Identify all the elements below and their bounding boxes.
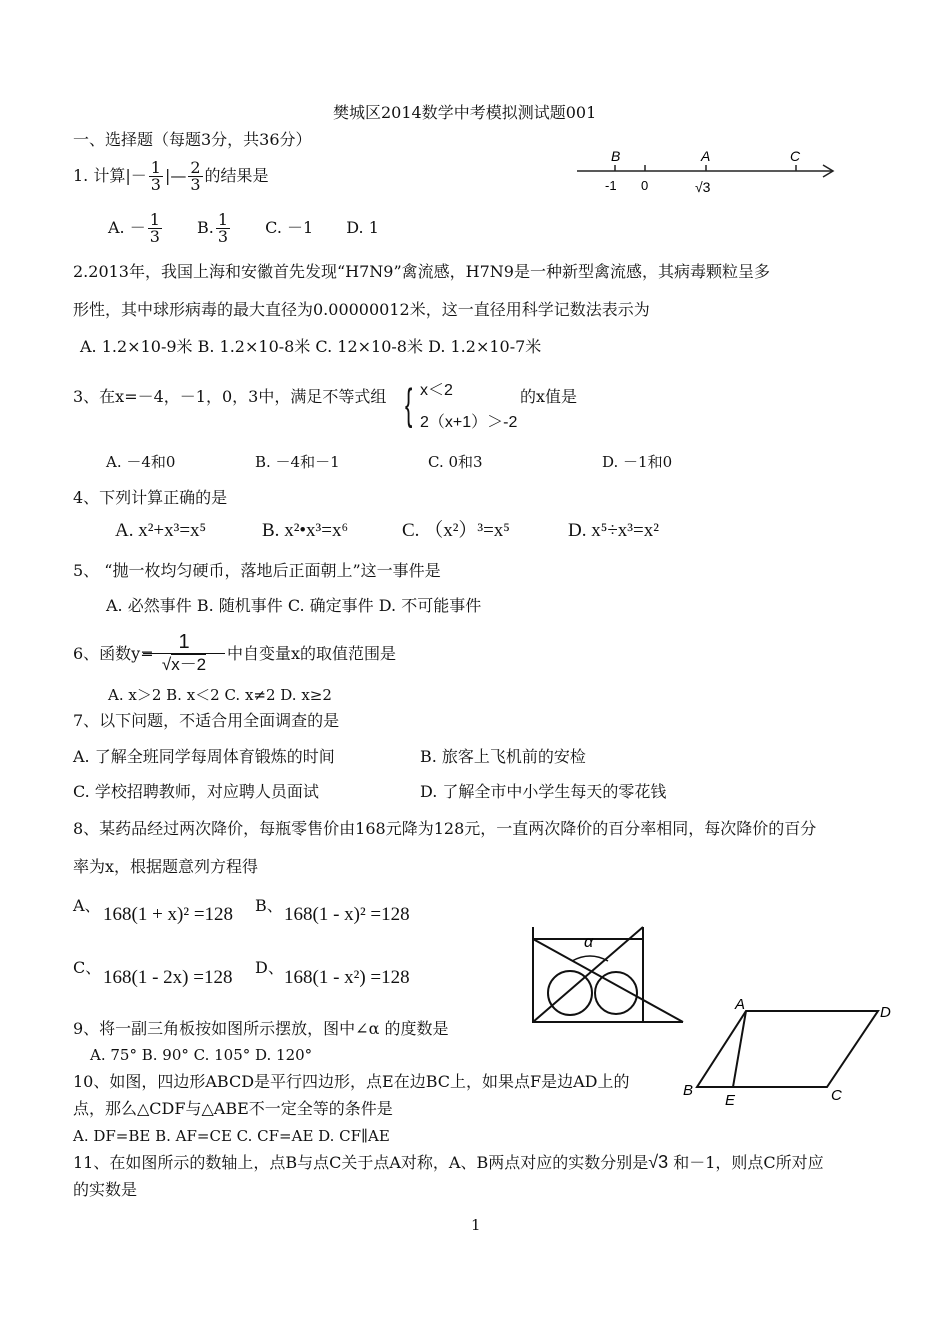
q8-label-a: A、 (73, 896, 101, 915)
numberline-label-b: B (611, 148, 621, 164)
q8-label-b: B、 (255, 896, 283, 915)
q8-equation-a: 168(1 + x)² =128 (103, 904, 234, 925)
q8-line-1: 8、某药品经过两次降价，每瓶零售价由168元降为128元，一直两次降价的百分率相同，每次降价的百分 (73, 819, 817, 838)
q11-line-2: 的实数是 (73, 1180, 138, 1199)
q8-line-2: 率为x，根据题意列方程得 (73, 857, 259, 876)
page-title: 樊城区2014数学中考模拟测试题001 (333, 103, 597, 122)
q4-expr-c: （x²）³=x⁵ (424, 520, 510, 541)
q7-option-d: D. 了解全市中小学生每天的零花钱 (420, 782, 667, 801)
q6-text (73, 644, 154, 664)
q2-options: A. 1.2×10-9米 B. 1.2×10-8米 C. 12×10-8米 D. 1.2×10-7米 (80, 337, 542, 356)
q2-line-1: 2.2013年，我国上海和安徽首先发现“H7N9”禽流感，H7N9是一种新型禽流感，其病毒颗粒呈多 (73, 262, 770, 281)
q6-fraction (143, 631, 225, 676)
q3-inequality-2: 2（x+1）＞-2 (420, 414, 518, 431)
page-number: 1 (471, 1216, 481, 1234)
q1-option-d: D. 1 (346, 218, 379, 237)
q9-text: 9、将一副三角板按如图所示摆放，图中∠α 的度数是 (73, 1019, 449, 1038)
q10-options: A. DF=BE B. AF=CE C. CF=AE D. CF∥AE (73, 1127, 390, 1145)
q1-option-a-fraction: $\frac{1}{3}$ (149, 210, 160, 246)
q7-option-c: C. 学校招聘教师，对应聘人员面试 (73, 782, 319, 801)
q8-equation-c: 168(1 - 2x) =128 (103, 967, 233, 988)
q5-text: 5、 “抛一枚均匀硬币，落地后正面朝上”这一事件是 (73, 561, 441, 580)
q1-option-b-fraction: $\frac{1}{3}$ (217, 210, 229, 246)
q8-equation-b: 168(1 - x)² =128 (284, 904, 410, 925)
q10-line-2: 点，那么△CDF与△ABE不一定全等的条件是 (73, 1099, 393, 1118)
q11-line-1 (73, 1152, 824, 1173)
q3-text: 3、在x=－4，－1，0，3中，满足不等式组 (73, 387, 387, 406)
q3-inequality-1: x＜2 (420, 382, 453, 399)
q4-expr-d: x⁵÷x³=x² (591, 520, 659, 541)
number-line-figure (575, 145, 845, 195)
q6-denominator: √x－2 (161, 655, 207, 674)
q3-option-b: B. －4和－1 (255, 453, 340, 471)
q10-line-1: 10、如图，四边形ABCD是平行四边形，点E在边BC上，如果点F是边AD上的 (73, 1072, 630, 1091)
q1-suffix: 的结果是 (204, 166, 269, 185)
numberline-label-c: C (790, 148, 801, 164)
q5-options: A. 必然事件 B. 随机事件 C. 确定事件 D. 不可能事件 (106, 596, 482, 615)
q4-option-a: A. x²+x³=x⁵ (115, 520, 207, 541)
q3-brace: { (405, 380, 413, 429)
q2-line-2: 形性，其中球形病毒的最大直径为0.00000012米，这一直径用科学记数法表示为 (73, 300, 650, 319)
q6-options: A. x＞2 B. x＜2 C. x≠2 D. x≥2 (108, 686, 332, 704)
q11-root: √3 (648, 1152, 669, 1172)
parallelogram-figure (683, 997, 898, 1107)
q1-fraction-2: $\frac{2}{3}$ (190, 158, 201, 194)
numberline-tick-zero: 0 (641, 178, 649, 193)
q6-suffix: 中自变量x的取值范围是 (227, 644, 397, 663)
vertex-b-label: B (683, 1082, 694, 1099)
q8-equation-d: 168(1 - x²) =128 (284, 967, 410, 988)
q7-text: 7、以下问题，不适合用全面调查的是 (73, 711, 340, 730)
vertex-d-label: D (880, 1004, 891, 1021)
triangle-figure (528, 925, 688, 1025)
vertex-a-label: A (735, 996, 746, 1013)
vertex-e-label: E (725, 1092, 736, 1109)
q1-option-a: A. － (108, 218, 146, 237)
q4-option-d: D. x⁵÷x³=x² (568, 520, 659, 541)
q4-option-c: C. （x²）³=x⁵ (402, 520, 510, 541)
q4-expr-b: x²•x³=x⁶ (284, 520, 349, 541)
question-1 (73, 160, 269, 193)
q7-option-a: A. 了解全班同学每周体育锻炼的时间 (73, 747, 335, 766)
q3-option-c: C. 0和3 (428, 453, 483, 471)
q1-fraction-1: $\frac{1}{3}$ (150, 158, 161, 194)
numberline-label-a: A (701, 148, 711, 164)
q4-expr-a: x²+x³=x⁵ (138, 520, 207, 541)
q1-option-b: B. (197, 218, 214, 237)
q3-suffix: 的x值是 (520, 387, 578, 406)
q1-options (108, 212, 379, 245)
q8-label-c: C、 (73, 958, 102, 977)
q7-option-b: B. 旅客上飞机前的安检 (420, 747, 586, 766)
q9-options: A. 75° B. 90° C. 105° D. 120° (90, 1046, 313, 1064)
q1-option-c: C. －1 (265, 218, 314, 237)
q3-option-d: D. －1和0 (602, 453, 673, 471)
section-heading: 一、选择题（每题3分，共36分） (73, 130, 312, 149)
q4-option-b: B. x²•x³=x⁶ (262, 520, 349, 541)
q11-suffix: 和－1，则点C所对应 (668, 1153, 824, 1172)
vertex-c-label: C (831, 1087, 842, 1104)
q1-prefix: 1. 计算|－ (73, 166, 147, 185)
q6-prefix: 6、函数y= (73, 644, 154, 663)
alpha-label: α (584, 934, 594, 951)
numberline-tick-minus1: -1 (605, 178, 617, 193)
q11-prefix: 11、在如图所示的数轴上，点B与点C关于点A对称，A、B两点对应的实数分别是 (73, 1153, 649, 1172)
q1-mid: |— (164, 166, 187, 185)
q6-numerator: 1 (143, 631, 225, 654)
q8-label-d: D、 (255, 958, 284, 977)
numberline-tick-sqrt3: √3 (695, 179, 711, 195)
q3-option-a: A. －4和0 (106, 453, 176, 471)
q4-text: 4、下列计算正确的是 (73, 488, 228, 507)
